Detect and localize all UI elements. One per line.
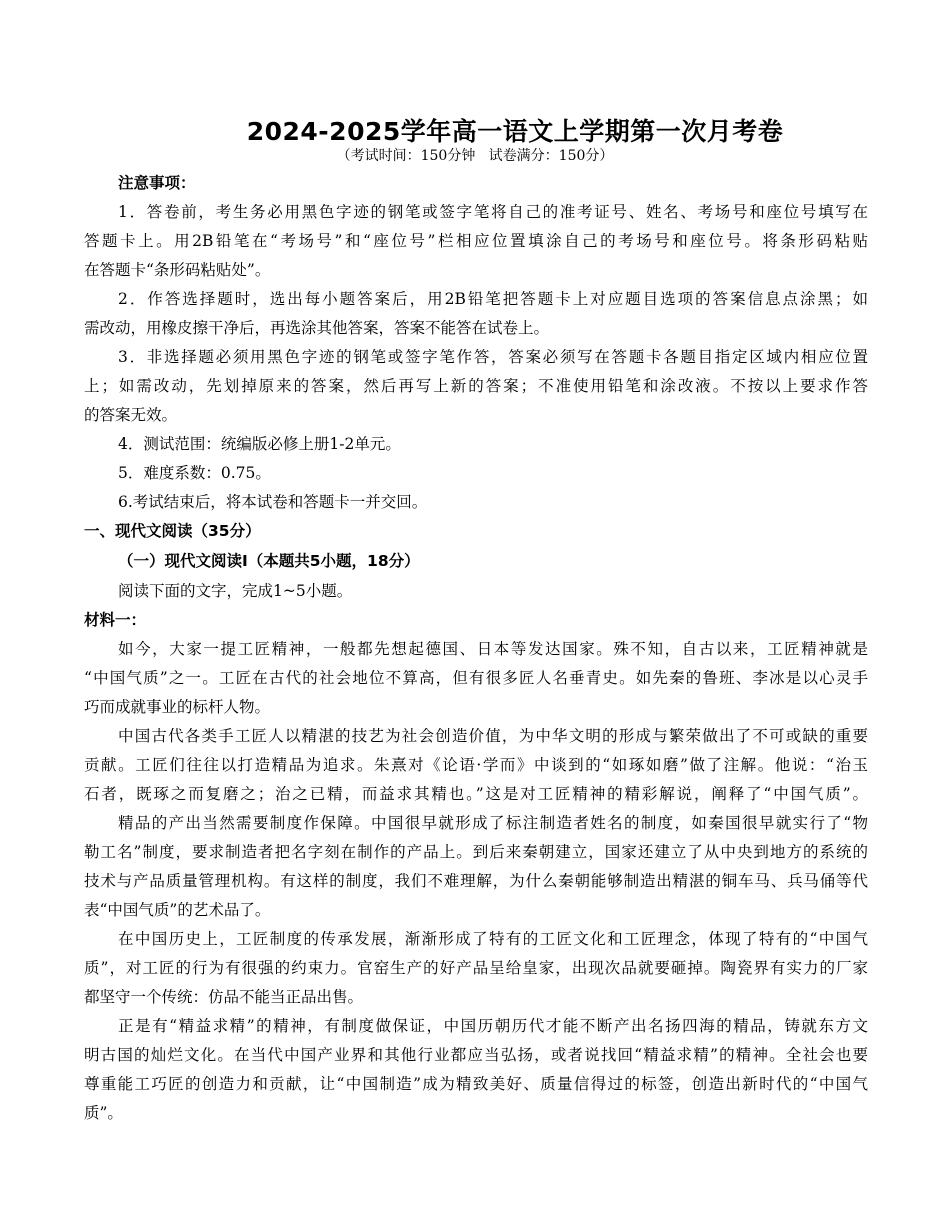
material-line: 石者，既琢之而复磨之；治之已精，而益求其精也。”这是对工匠精神的精彩解说，阐释了“中国气质”。 (84, 785, 868, 803)
section-heading: 一、现代文阅读（35分） (84, 522, 261, 540)
reading-instruction: 阅读下面的文字，完成1~5小题。 (118, 582, 353, 600)
material-line: 中国古代各类手工匠人以精湛的技艺为社会创造价值，为中华文明的形成与繁荣做出了不可或缺的重要 (118, 727, 868, 745)
material-line: 巧而成就事业的标杆人物。 (84, 698, 271, 716)
notice-line: 在答题卡“条形码粘贴处”。 (84, 261, 271, 279)
material-line: 都坚守一个传统：仿品不能当正品出售。 (84, 988, 364, 1006)
material-line: 勒工名”制度，要求制造者把名字刻在制作的产品上。到后来秦朝建立，国家还建立了从中央到地方的系统的 (84, 843, 868, 861)
material-line: 在中国历史上，工匠制度的传承发展，渐渐形成了特有的工匠文化和工匠理念，体现了特有的“中国气 (118, 930, 868, 948)
material-line: “中国气质”之一。工匠在古代的社会地位不算高，但有很多匠人名垂青史。如先秦的鲁班、李冰是以心灵手 (84, 669, 868, 687)
material-line: 表“中国气质”的艺术品了。 (84, 901, 271, 919)
material-line: 正是有“精益求精”的精神，有制度做保证，中国历朝历代才能不断产出名扬四海的精品，铸就东方文 (118, 1017, 868, 1035)
exam-subtitle: （考试时间：150分钟 试卷满分：150分） (336, 148, 614, 164)
material-line: 明古国的灿烂文化。在当代中国产业界和其他行业都应当弘扬，或者说找回“精益求精”的精神。全社会也要 (84, 1046, 868, 1064)
notice-line: 需改动，用橡皮擦干净后，再选涂其他答案，答案不能答在试卷上。 (84, 319, 550, 337)
material-line: 质”。 (84, 1104, 123, 1122)
material-line: 贡献。工匠们往往以打造精品为追求。朱熹对《论语·学而》中谈到的“如琢如磨”做了注解。他说：“治玉 (84, 756, 868, 774)
notice-line: 6.考试结束后，将本试卷和答题卡一并交回。 (118, 493, 428, 511)
exam-title: 2024-2025学年高一语文上学期第一次月考卷 (246, 117, 784, 146)
material-line: 尊重能工巧匠的创造力和贡献，让“中国制造”成为精致美好、质量信得过的标签，创造出新时代的“中国气 (84, 1075, 868, 1093)
notice-line: 的答案无效。 (84, 406, 178, 424)
notice-line: 2．作答选择题时，选出每小题答案后，用2B铅笔把答题卡上对应题目选项的答案信息点涂黑；如 (118, 290, 868, 308)
notice-line: 5．难度系数：0.75。 (118, 464, 271, 482)
notice-heading: 注意事项： (118, 174, 196, 192)
subsection-heading: （一）现代文阅读Ⅰ（本题共5小题，18分） (118, 552, 420, 570)
material-line: 质”，对工匠的行为有很强的约束力。官窑生产的好产品呈给皇家，出现次品就要砸掉。陶瓷界有实力的厂家 (84, 959, 868, 977)
notice-line: 3．非选择题必须用黑色字迹的钢笔或签字笔作答，答案必须写在答题卡各题目指定区域内相应位置 (118, 348, 868, 366)
material-label: 材料一： (84, 611, 147, 629)
material-line: 如今，大家一提工匠精神，一般都先想起德国、日本等发达国家。殊不知，自古以来，工匠精神就是 (118, 640, 868, 658)
notice-line: 1．答卷前，考生务必用黑色字迹的钢笔或签字笔将自己的准考证号、姓名、考场号和座位号填写在 (118, 203, 868, 221)
notice-line: 答题卡上。用2B铅笔在“考场号”和“座位号”栏相应位置填涂自己的考场号和座位号。将条形码粘贴 (84, 232, 868, 250)
material-line: 技术与产品质量管理机构。有这样的制度，我们不难理解，为什么秦朝能够制造出精湛的铜车马、兵马俑等代 (84, 872, 868, 890)
notice-line: 上；如需改动，先划掉原来的答案，然后再写上新的答案；不准使用铅笔和涂改液。不按以上要求作答 (84, 377, 868, 395)
material-line: 精品的产出当然需要制度作保障。中国很早就形成了标注制造者姓名的制度，如秦国很早就实行了“物 (118, 814, 868, 832)
notice-line: 4．测试范围：统编版必修上册1-2单元。 (118, 435, 401, 453)
